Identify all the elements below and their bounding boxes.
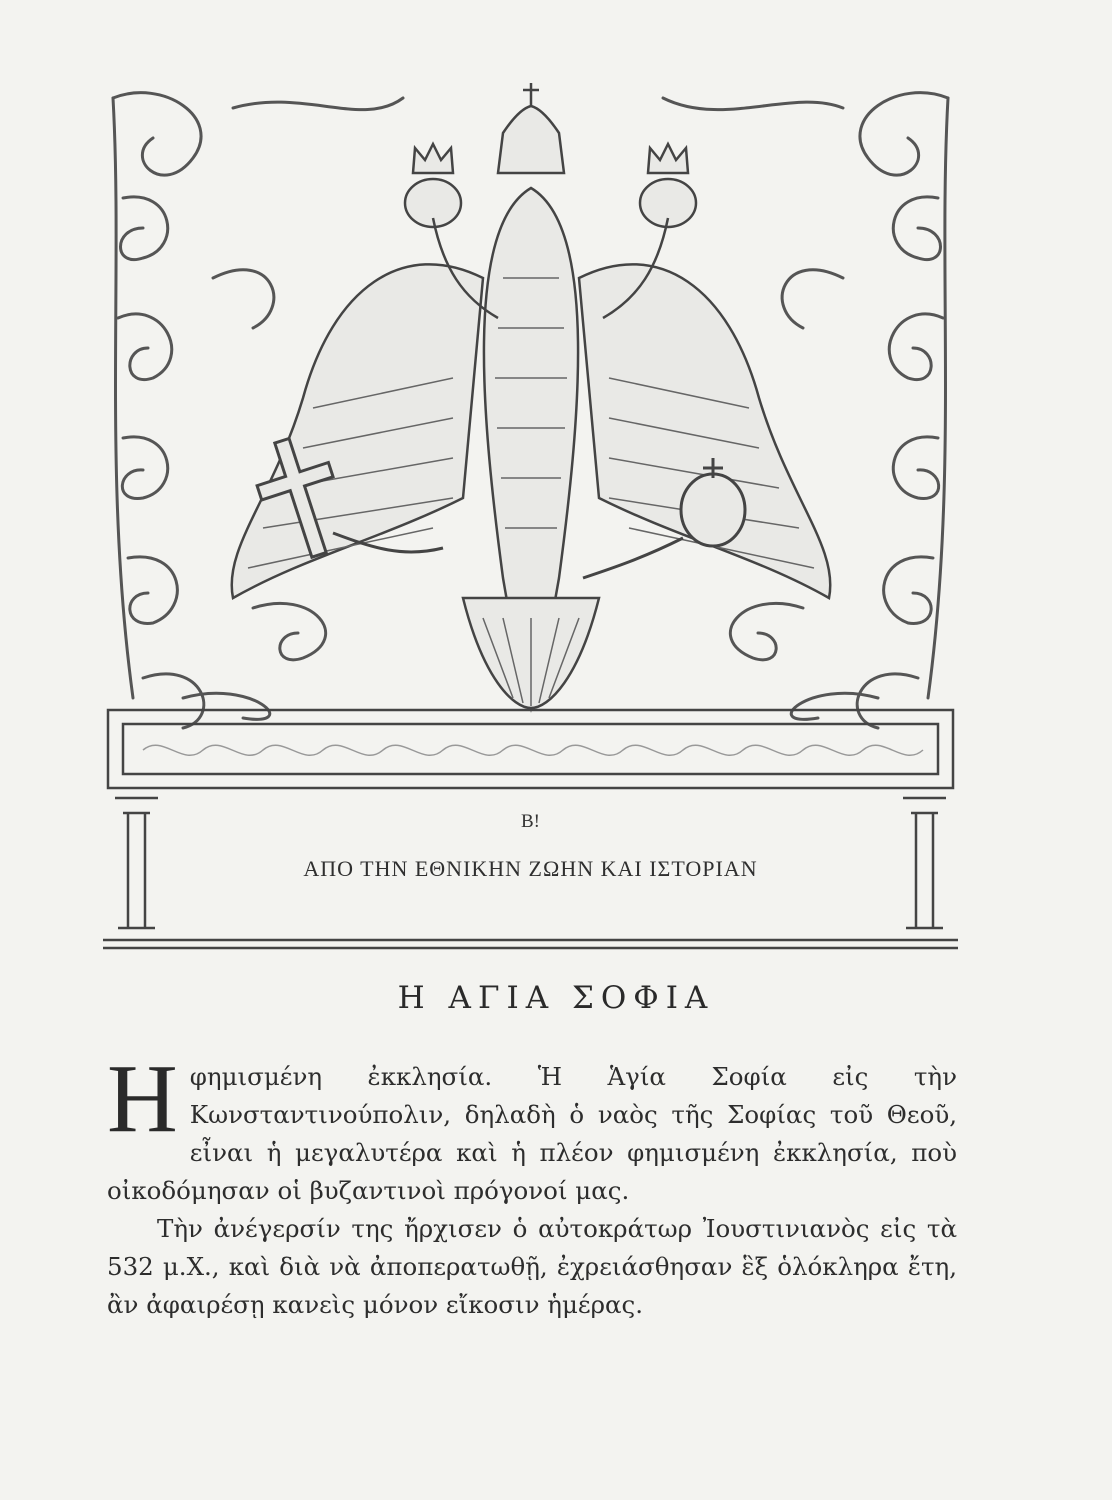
article-title: Η ΑΓΙΑ ΣΟΦΙΑ	[397, 980, 715, 1016]
paragraph: Τὴν ἀνέγερσίν της ἤρχισεν ὁ αὐτοκράτωρ Ἰουστινιανὸς εἰς τὰ 532 μ.Χ., καὶ διὰ νὰ ἀποπερατωθῇ, ἐχρειάσθησαν ἓξ ὁλόκληρα ἔτη, ἂν ἀφαιρέσῃ κανεὶς μόνον εἴκοσιν ἡμέρας.	[107, 1214, 957, 1319]
section-title: ΑΠΟ ΤΗΝ ΕΘΝΙΚΗΝ ΖΩΗΝ ΚΑΙ ΙΣΤΟΡΙΑΝ	[303, 856, 758, 881]
article-body	[107, 1045, 957, 1324]
section-label: Β!	[521, 811, 540, 832]
drop-cap: Η	[107, 1045, 178, 1153]
woodcut-illustration	[103, 78, 958, 953]
paragraph: φημισμένη ἐκκλησία. Ἡ Ἁγία Σοφία εἰς τὴν Κωνσταντινούπολιν, δηλαδὴ ὁ ναὸς τῆς Σοφίας τοῦ Θεοῦ, εἶναι ἡ μεγαλυτέρα καὶ ἡ πλέον φημισμένη ἐκκλησία, ποὺ οἰκοδόμησαν οἱ βυζαντινοὶ πρόγονοί μας.	[107, 1062, 957, 1205]
